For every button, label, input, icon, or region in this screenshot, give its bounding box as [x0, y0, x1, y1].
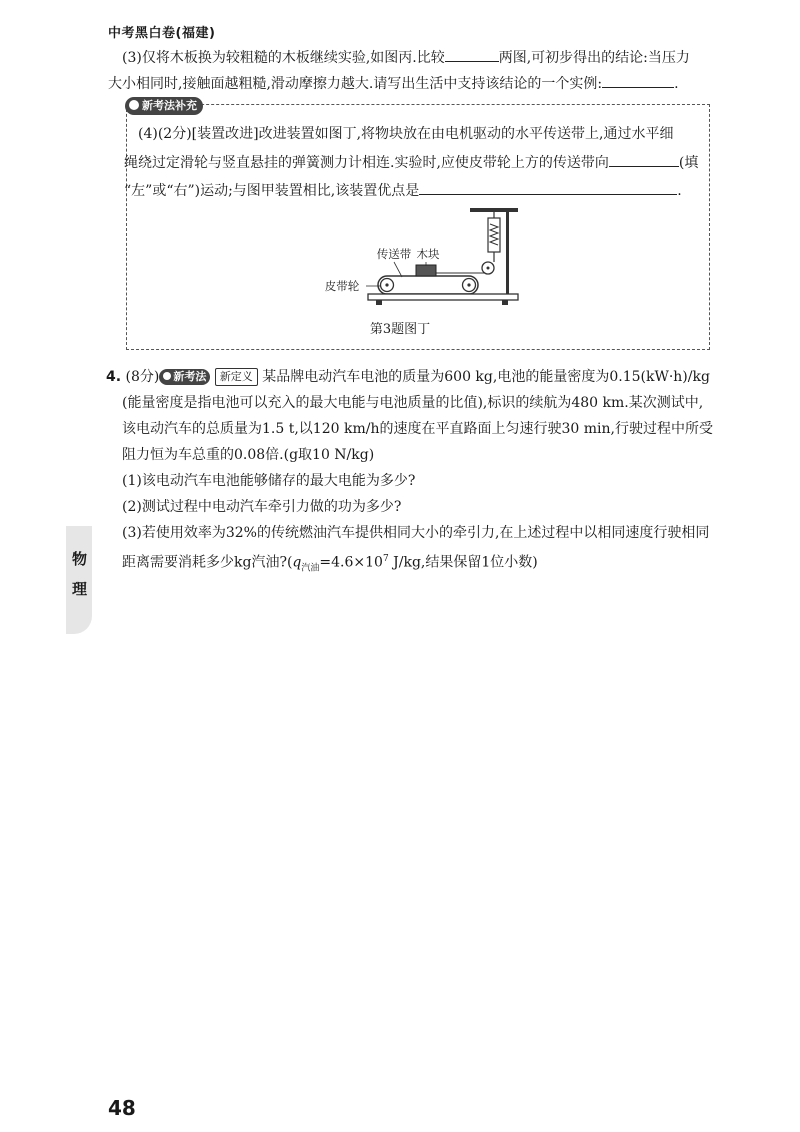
q-subscript: 汽油 [301, 563, 320, 574]
leader-belt [394, 262, 402, 277]
q3-part3-text-a: (3)仅将木板换为较粗糙的木板继续实验,如图丙.比较 [122, 50, 445, 66]
base-board [368, 294, 518, 300]
q4-number: 4. [106, 369, 122, 385]
q3-part3-text-c: 大小相同时,接触面越粗糙,滑动摩擦力越大.请写出生活中支持该结论的一个实例: [108, 76, 603, 92]
q4-line1 [106, 365, 710, 389]
base-foot-right [502, 300, 508, 305]
q3-part3-line1 [122, 45, 690, 70]
wooden-block [416, 265, 436, 276]
q4-sub3-line1: (3)若使用效率为32%的传统燃油汽车提供相同大小的牵引力,在上述过程中以相同速度行驶相同 [122, 525, 710, 541]
stand-arm [470, 208, 518, 212]
q3-part3-line2 [108, 71, 679, 96]
q-symbol: q [292, 554, 302, 571]
q4-new-method-tag [159, 369, 210, 385]
side-tab-char-2: 理 [72, 580, 88, 598]
belt-wheel-right-axle [467, 283, 470, 286]
q4-new-definition-tag: 新定义 [215, 368, 258, 386]
conveyor-belt-diagram [310, 200, 540, 320]
label-belt-wheel: 皮带轮 [324, 279, 360, 293]
answer-blank-advantage[interactable] [419, 178, 677, 195]
q4-text-1: 某品牌电动汽车电池的质量为600 kg,电池的能量密度为0.15(kW·h)/kg [262, 369, 710, 385]
q4-score: (8分) [125, 369, 160, 385]
exponent: 7 [382, 554, 389, 564]
page-number: 48 [108, 1096, 136, 1120]
belt-wheel-left-axle [385, 283, 388, 286]
label-conveyor-belt: 传送带 [376, 247, 412, 261]
q4-sub3-line2 [122, 547, 538, 580]
q4-sub1: (1)该电动汽车电池能够储存的最大电能为多少? [122, 473, 416, 489]
q4-new-method-label: 新考法 [173, 370, 207, 383]
side-tab-char-1: 物 [72, 550, 88, 568]
q4-sub3-text-c: J/kg,结果保留1位小数) [388, 554, 538, 571]
pulley-axle [487, 267, 490, 270]
label-wooden-block: 木块 [416, 247, 440, 261]
q4-line3: 该电动汽车的总质量为1.5 t,以120 km/h的速度在平直路面上匀速行驶30 min,行驶过程中所受 [122, 421, 713, 437]
q4-sub3-text-b: =4.6×10 [319, 554, 383, 571]
q4-line2: (能量密度是指电池可以充入的最大电能与电池质量的比值),标识的续航为480 km.某次测试中, [122, 395, 704, 411]
q3-part3-text-b: 两图,可初步得出的结论:当压力 [498, 50, 690, 66]
q4-sub2: (2)测试过程中电动汽车牵引力做的功为多少? [122, 499, 402, 515]
q4-line4: 阻力恒为车总重的0.08倍.(g取10 N/kg) [122, 447, 375, 463]
q3-part4-line2 [124, 150, 698, 175]
book-header: 中考黑白卷(福建) [108, 26, 216, 41]
base-foot-left [376, 300, 382, 305]
lightbulb-icon [129, 100, 139, 110]
stand-pole [506, 208, 509, 294]
answer-blank-direction[interactable] [609, 150, 679, 167]
q3-part3-text-d: . [674, 76, 679, 92]
answer-blank-example[interactable] [602, 71, 674, 88]
q3-part4-text-c: “左”或“右”)运动;与图甲装置相比,该装置优点是 [124, 183, 420, 199]
q3-part4-text-b: (填 [678, 155, 699, 171]
q3-part4-text-a: 绳绕过定滑轮与竖直悬挂的弹簧测力计相连.实验时,应使皮带轮上方的传送带向 [124, 155, 609, 171]
q3-part4-line1: (4)(2分)[装置改进]改进装置如图丁,将物块放在由电机驱动的水平传送带上,通过水平细 [138, 126, 674, 142]
new-method-tag-label: 新考法补充 [142, 99, 197, 112]
figure-caption: 第3题图丁 [369, 322, 431, 337]
lightbulb-icon [163, 372, 171, 380]
q3-part4-text-d: . [677, 183, 682, 199]
answer-blank-compare[interactable] [445, 45, 499, 62]
new-method-tag [125, 97, 203, 115]
q4-sub3-text-a: 距离需要消耗多少kg汽油?( [122, 554, 293, 571]
